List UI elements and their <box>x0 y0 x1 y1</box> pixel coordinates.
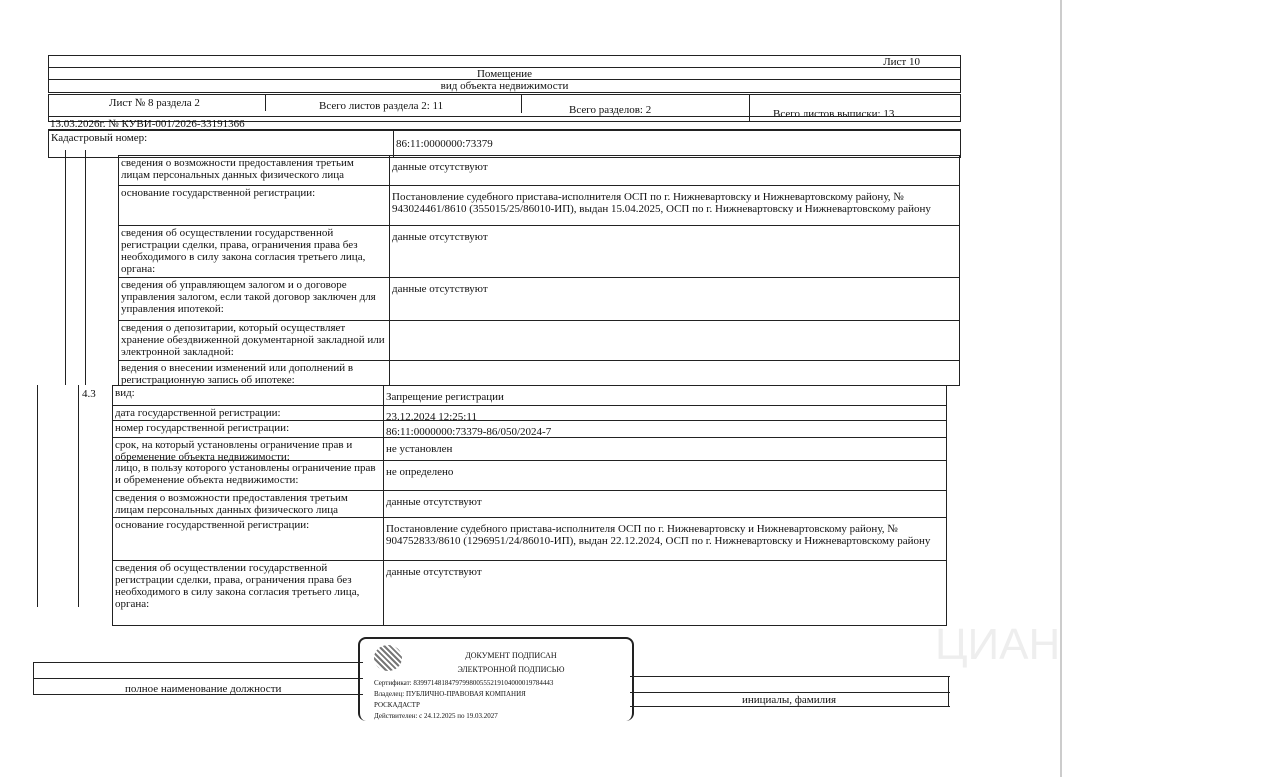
row-label: вид: <box>115 387 135 399</box>
table-row <box>118 225 960 278</box>
object-type-caption-row <box>48 80 961 93</box>
stamp-line1: ДОКУМЕНТ ПОДПИСАН <box>465 651 557 660</box>
cadastral-row <box>48 130 961 158</box>
divider <box>630 676 950 677</box>
header-sheet-row <box>48 55 961 67</box>
cadastral-label: Кадастровый номер: <box>51 132 148 144</box>
stamp-owner: Владелец: ПУБЛИЧНО-ПРАВОВАЯ КОМПАНИЯ <box>374 690 526 698</box>
sheet-number: Лист 10 <box>883 56 920 68</box>
row-value: не установлен <box>386 443 453 455</box>
row-label: сведения о возможности предоставления третьим лицам персональных данных физического лица <box>115 492 351 516</box>
sheet-of-section: Лист № 8 раздела 2 <box>109 97 200 109</box>
stamp-owner2: РОСКАДАСТР <box>374 701 420 709</box>
stamp-certificate: Сертификат: 8399714818479799800555219104000019784443 <box>374 679 554 687</box>
row-value: Запрещение регистрации <box>386 391 504 403</box>
row-label: основание государственной регистрации: <box>115 519 310 531</box>
emblem-icon <box>374 645 402 671</box>
row-label: сведения о депозитарии, который осуществляет хранение обездвиженной документарной закладной или электронной закладной: <box>121 322 388 358</box>
table-row <box>112 560 947 626</box>
divider <box>33 662 363 663</box>
table-row <box>112 405 947 421</box>
object-type-row <box>48 67 961 80</box>
table-row <box>118 277 960 321</box>
object-type-caption: вид объекта недвижимости <box>440 80 569 92</box>
table-row <box>118 155 960 186</box>
object-type: Помещение <box>476 68 533 80</box>
table-row <box>112 437 947 461</box>
row-label: сведения об осуществлении государственной регистрации сделки, права, ограничения права без необходимого в силу закона согласия третьего лица, органа: <box>121 227 369 275</box>
table-row <box>118 185 960 226</box>
table-row <box>112 420 947 438</box>
stamp-line2: ЭЛЕКТРОННОЙ ПОДПИСЬЮ <box>457 665 565 674</box>
table-row <box>112 385 947 406</box>
row-label: сведения о возможности предоставления третьим лицам персональных данных физического лица <box>121 157 357 181</box>
row-value: данные отсутствуют <box>386 566 482 578</box>
name-label: инициалы, фамилия <box>742 694 837 706</box>
row-value: 86:11:0000000:73379-86/050/2024-7 <box>386 426 552 438</box>
divider <box>33 678 363 679</box>
row-value: данные отсутствуют <box>392 283 488 295</box>
table-row <box>112 517 947 561</box>
left-border <box>85 150 86 385</box>
table-row <box>118 320 960 361</box>
row-label: лицо, в пользу которого установлены ограничение прав и обременение объекта недвижимости: <box>115 462 379 486</box>
position-label: полное наименование должности <box>125 683 282 695</box>
scan-edge <box>1060 0 1062 777</box>
doc-number-row <box>48 116 961 130</box>
row-value: не определено <box>386 466 454 478</box>
watermark: ЦИАН <box>935 620 1061 669</box>
cadastral-value: 86:11:0000000:73379 <box>396 138 493 150</box>
left-border <box>65 150 66 385</box>
total-section-sheets: Всего листов раздела 2: 11 <box>319 100 444 112</box>
doc-number: 13.03.2026г. № КУВИ-001/2026-33191366 <box>50 118 245 130</box>
row-label: дата государственной регистрации: <box>115 407 281 419</box>
row-label: основание государственной регистрации: <box>121 187 316 199</box>
row-label: сведения об управляющем залогом и о договоре управления залогом, если такой договор заключен для управления ипотекой: <box>121 279 379 315</box>
total-extract-sheets: Всего листов выписки: 13 <box>773 108 895 120</box>
row-value: данные отсутствуют <box>392 161 488 173</box>
section-number: 4.3 <box>82 388 96 400</box>
row-label: сведения об осуществлении государственной регистрации сделки, права, ограничения права без необходимого в силу закона согласия третьего лица, органа: <box>115 562 363 610</box>
left-border <box>78 385 79 607</box>
row-label: номер государственной регистрации: <box>115 422 290 434</box>
table-row <box>118 360 960 386</box>
table-row <box>112 460 947 491</box>
row-label: срок, на который установлены ограничение прав и обременение объекта недвижимости: <box>115 439 355 463</box>
row-value: 23.12.2024 12:25:11 <box>386 411 477 423</box>
row-value: данные отсутствуют <box>392 231 488 243</box>
row-value: Постановление судебного пристава-исполнителя ОСП по г. Нижневартовску и Нижневартовскому району, № 904752833/8610 (1296951/24/86010-ИП), выдан 22.12.2024, ОСП по г. Нижневартовску и Нижневартовскому району <box>386 523 931 547</box>
divider <box>630 706 950 707</box>
row-label: ведения о внесении изменений или дополнений в регистрационную запись об ипотеке: <box>121 362 356 386</box>
left-border <box>37 385 38 607</box>
divider <box>630 692 950 693</box>
table-row <box>112 490 947 518</box>
divider <box>33 662 34 694</box>
e-signature-stamp <box>358 637 634 721</box>
divider <box>948 676 949 706</box>
total-sections: Всего разделов: 2 <box>569 104 652 116</box>
row-value: Постановление судебного пристава-исполнителя ОСП по г. Нижневартовску и Нижневартовскому району, № 943024461/8610 (355015/25/86010-ИП), выдан 15.04.2025, ОСП по г. Нижневартовску и Нижневартовскому району <box>392 191 931 215</box>
stamp-validity: Действителен: с 24.12.2025 по 19.03.2027 <box>374 712 498 720</box>
row-value: данные отсутствуют <box>386 496 482 508</box>
